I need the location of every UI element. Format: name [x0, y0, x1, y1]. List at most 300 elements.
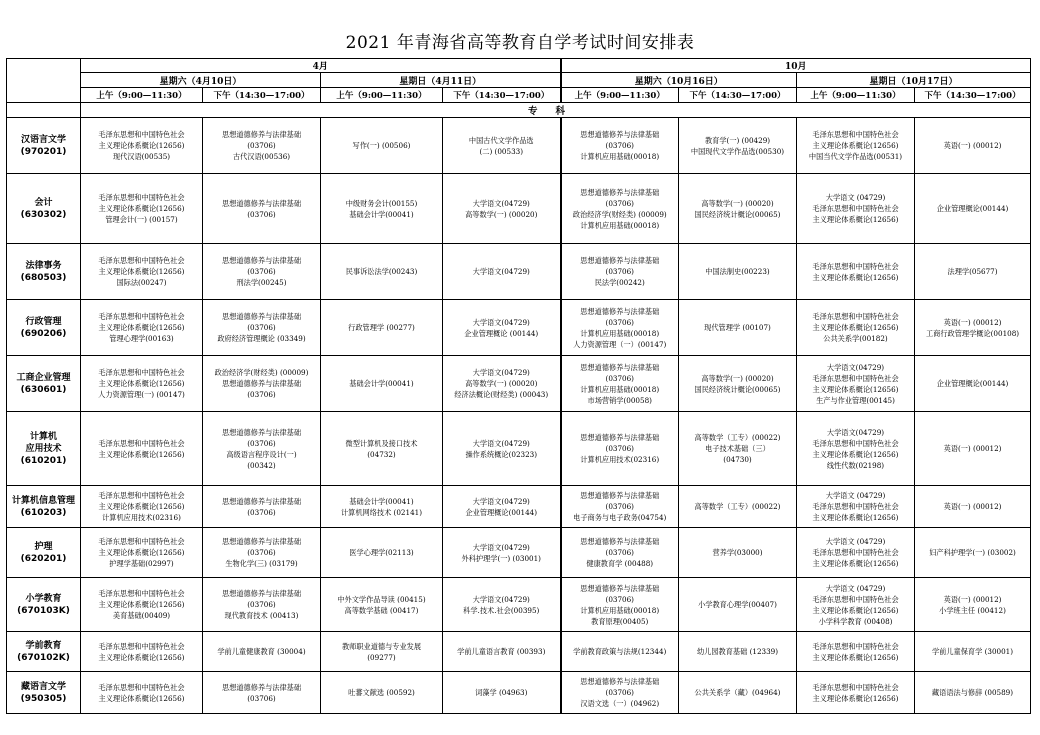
- exam-line: 高级语言程序设计(一): [226, 449, 297, 459]
- exam-line: 学前儿童健康教育 (30004): [217, 647, 306, 656]
- exam-line: 主义理论体系概论(12656): [98, 548, 185, 557]
- exam-cell: [797, 486, 915, 528]
- exam-line: 国际法(00247): [116, 278, 167, 287]
- exam-cell: [561, 528, 679, 578]
- exam-line: 主义理论体系概论(12656): [812, 652, 899, 662]
- exam-cell: [797, 174, 915, 244]
- session-header: 上午（9:00—11:30）: [321, 88, 443, 103]
- exam-cell: [679, 356, 797, 412]
- exam-line: 政治经济学(财经类) (00009): [214, 368, 309, 377]
- month-row: [7, 59, 1031, 73]
- exam-cell: [443, 118, 561, 174]
- exam-line: 思想道德修养与法律基础: [221, 130, 302, 139]
- major-name: [7, 578, 81, 632]
- exam-line: 毛泽东思想和中国特色社会: [812, 204, 899, 213]
- exam-line: 主义理论体系概论(12656): [812, 605, 899, 615]
- exam-cell: [443, 578, 561, 632]
- exam-line: 中国现代文学作品选(00530): [690, 146, 785, 156]
- exam-line: 毛泽东思想和中国特色社会: [98, 256, 185, 265]
- exam-line: 护理学基础(02997): [109, 559, 174, 568]
- exam-schedule-table: [6, 58, 1031, 714]
- exam-cell: [203, 118, 321, 174]
- exam-line: 毛泽东思想和中国特色社会: [812, 594, 899, 604]
- exam-cell: [203, 632, 321, 672]
- exam-cell: [561, 118, 679, 174]
- exam-line: 市场营销学(00058): [587, 395, 652, 405]
- exam-line: 企业管理概论(00144): [465, 507, 538, 517]
- exam-line: 主义理论体系概论(12656): [812, 141, 899, 150]
- session-header: 下午（14:30—17:00）: [203, 88, 321, 103]
- exam-cell: [443, 412, 561, 486]
- exam-cell: [797, 300, 915, 356]
- exam-line: 思想道德修养与法律基础: [580, 583, 660, 593]
- exam-line: 主义理论体系概论(12656): [98, 267, 185, 276]
- major-name-line: (690206): [20, 328, 67, 339]
- exam-cell: [561, 486, 679, 528]
- major-name-line: 应用技术: [25, 443, 62, 454]
- exam-line: (03706): [605, 141, 634, 150]
- corner-cell: [7, 59, 81, 103]
- exam-line: 生物化学(三) (03179): [225, 559, 298, 568]
- major-name-line: (970201): [20, 146, 67, 157]
- exam-line: 思想道德修养与法律基础: [221, 589, 302, 598]
- exam-line: 刑法学(00245): [236, 278, 287, 287]
- exam-line: 毛泽东思想和中国特色社会: [98, 537, 185, 546]
- major-name-line: 护理: [34, 541, 53, 552]
- exam-line: 毛泽东思想和中国特色社会: [812, 438, 899, 448]
- major-name: [7, 356, 81, 412]
- exam-cell: [797, 356, 915, 412]
- exam-line: 英语(一) (00012): [943, 141, 1002, 150]
- exam-line: (03706): [605, 444, 634, 453]
- exam-cell: [561, 300, 679, 356]
- time-row: [7, 88, 1031, 103]
- exam-cell: [679, 528, 797, 578]
- exam-line: (03706): [605, 373, 634, 383]
- major-row: [7, 412, 1031, 486]
- major-name: [7, 672, 81, 714]
- major-name: [7, 174, 81, 244]
- exam-line: 经济法概论(财经类) (00043): [454, 390, 549, 399]
- exam-line: 藏语语法与修辞 (00589): [931, 688, 1014, 697]
- major-row: [7, 578, 1031, 632]
- exam-line: 高等数学(一) (00020): [701, 198, 774, 208]
- exam-line: 主义理论体系概论(12656): [812, 272, 899, 282]
- exam-cell: [561, 578, 679, 632]
- exam-cell: [321, 356, 443, 412]
- exam-cell: [915, 244, 1031, 300]
- exam-line: 科学.技术.社会(00395): [463, 605, 540, 615]
- major-name-line: 学前教育: [25, 640, 62, 651]
- exam-cell: [321, 672, 443, 714]
- exam-line: 高等数学（工专）(00022): [694, 502, 781, 511]
- exam-line: (00342): [247, 460, 276, 470]
- exam-line: 毛泽东思想和中国特色社会: [98, 491, 185, 500]
- exam-cell: [81, 528, 203, 578]
- exam-line: 现代管理学 (00107): [704, 323, 771, 332]
- exam-line: 思想道德修养与法律基础: [221, 312, 302, 321]
- exam-line: 计算机应用基础(00018): [580, 605, 660, 615]
- exam-line: (03706): [247, 438, 276, 448]
- exam-line: 思想道德修养与法律基础: [580, 433, 660, 442]
- session-header: 下午（14:30—17:00）: [915, 88, 1031, 103]
- exam-cell: [679, 412, 797, 486]
- major-name-line: (670102K): [17, 652, 70, 663]
- exam-cell: [797, 528, 915, 578]
- exam-line: 大学语文(04729): [826, 362, 885, 372]
- session-header: 上午（9:00—11:30）: [797, 88, 915, 103]
- exam-cell: [915, 632, 1031, 672]
- exam-cell: [443, 244, 561, 300]
- exam-cell: [203, 174, 321, 244]
- major-name-line: 藏语言文学: [20, 681, 66, 692]
- exam-cell: [81, 356, 203, 412]
- exam-line: 毛泽东思想和中国特色社会: [98, 368, 185, 377]
- major-name-line: (950305): [20, 693, 67, 704]
- exam-line: 英语(一) (00012): [943, 317, 1002, 327]
- exam-line: 主义理论体系概论(12656): [98, 204, 185, 213]
- exam-line: 小学班主任 (00412): [939, 605, 1006, 615]
- exam-line: 工商行政管理学概论(00108): [925, 328, 1020, 338]
- major-row: [7, 486, 1031, 528]
- exam-line: 教师职业道德与专业发展: [341, 641, 422, 651]
- exam-cell: [561, 632, 679, 672]
- exam-line: 英语(一) (00012): [943, 594, 1002, 604]
- exam-line: 大学语文 (04729): [825, 193, 886, 202]
- exam-line: (04730): [723, 455, 752, 464]
- exam-line: 吐蕃文献选 (00592): [348, 688, 415, 697]
- exam-line: (03706): [605, 548, 634, 557]
- page-title: 2021 年青海省高等教育自学考试时间安排表: [345, 33, 695, 53]
- category-label: 专科: [81, 103, 1031, 118]
- exam-line: (03706): [605, 317, 634, 327]
- exam-cell: [915, 528, 1031, 578]
- exam-line: 国民经济统计概论(00065): [694, 384, 781, 394]
- exam-line: 电子商务与电子政务(04754): [573, 513, 667, 522]
- major-row: [7, 174, 1031, 244]
- exam-line: (03706): [247, 548, 276, 557]
- exam-line: 大学语文(04729): [472, 267, 530, 276]
- exam-line: 思想道德修养与法律基础: [221, 379, 302, 388]
- exam-line: 教育原理(00405): [591, 616, 649, 626]
- exam-cell: [321, 174, 443, 244]
- exam-cell: [203, 356, 321, 412]
- exam-cell: [321, 244, 443, 300]
- exam-cell: [915, 174, 1031, 244]
- exam-line: (09277): [367, 652, 396, 662]
- exam-line: 大学语文(04729): [472, 317, 530, 327]
- exam-cell: [81, 672, 203, 714]
- exam-line: 古代汉语(00536): [232, 152, 291, 161]
- major-name: [7, 300, 81, 356]
- exam-line: 线性代数(02198): [826, 460, 885, 470]
- exam-line: 教育学(一) (00429): [704, 135, 771, 145]
- exam-line: 毛泽东思想和中国特色社会: [812, 312, 899, 321]
- major-row: [7, 118, 1031, 174]
- major-name: [7, 412, 81, 486]
- exam-line: 思想道德修养与法律基础: [221, 496, 302, 506]
- major-name: [7, 244, 81, 300]
- exam-line: 高等数学基础 (00417): [344, 605, 419, 615]
- exam-cell: [203, 412, 321, 486]
- exam-line: 中国法制史(00223): [705, 267, 770, 276]
- exam-cell: [679, 672, 797, 714]
- exam-line: 写作(一) (00506): [352, 141, 411, 150]
- exam-line: (03706): [247, 507, 276, 517]
- major-row: [7, 300, 1031, 356]
- exam-line: 生产与作业管理(00145): [816, 395, 895, 405]
- exam-cell: [679, 578, 797, 632]
- exam-line: 公共关系学（藏）(04964): [694, 688, 781, 697]
- exam-line: 计算机应用基础(00018): [580, 384, 660, 394]
- exam-cell: [797, 672, 915, 714]
- exam-line: 主义理论体系概论(12656): [98, 379, 185, 388]
- session-header: 上午（9:00—11:30）: [81, 88, 203, 103]
- day-header: 星期六（10月16日）: [561, 73, 797, 88]
- exam-cell: [321, 528, 443, 578]
- major-name-line: 会计: [34, 197, 53, 208]
- exam-line: (03706): [605, 594, 634, 604]
- major-row: [7, 356, 1031, 412]
- exam-line: (03706): [605, 502, 634, 511]
- exam-line: 基础会计学(00041): [349, 379, 414, 388]
- exam-line: (03706): [605, 267, 634, 276]
- exam-line: 毛泽东思想和中国特色社会: [812, 641, 899, 651]
- exam-cell: [81, 412, 203, 486]
- exam-line: (03706): [605, 688, 634, 697]
- major-name-line: 计算机信息管理: [11, 495, 75, 506]
- major-name-line: 小学教育: [25, 593, 62, 604]
- exam-line: 毛泽东思想和中国特色社会: [98, 641, 185, 651]
- exam-cell: [679, 118, 797, 174]
- exam-cell: [561, 244, 679, 300]
- exam-cell: [915, 672, 1031, 714]
- exam-line: 医学心理学(02113): [349, 548, 414, 557]
- exam-line: 电子技术基础（三）: [705, 444, 770, 453]
- exam-cell: [915, 486, 1031, 528]
- exam-cell: [561, 356, 679, 412]
- exam-line: 主义理论体系概论(12656): [812, 693, 899, 703]
- exam-line: 大学语文 (04729): [825, 583, 886, 593]
- session-header: 上午（9:00—11:30）: [561, 88, 679, 103]
- exam-cell: [915, 578, 1031, 632]
- exam-line: (03706): [247, 323, 276, 332]
- exam-line: 英语(一) (00012): [943, 502, 1002, 511]
- exam-line: 毛泽东思想和中国特色社会: [812, 261, 899, 271]
- exam-cell: [81, 300, 203, 356]
- exam-cell: [679, 632, 797, 672]
- day-header: 星期日（4月11日）: [321, 73, 561, 88]
- exam-line: 大学语文(04729): [472, 198, 530, 208]
- major-row: [7, 672, 1031, 714]
- exam-cell: [797, 632, 915, 672]
- exam-cell: [797, 578, 915, 632]
- exam-cell: [203, 486, 321, 528]
- exam-line: 毛泽东思想和中国特色社会: [98, 312, 185, 321]
- exam-line: 主义理论体系概论(12656): [812, 559, 899, 568]
- exam-line: 思想道德修养与法律基础: [580, 130, 660, 139]
- exam-cell: [915, 356, 1031, 412]
- exam-line: 思想道德修养与法律基础: [580, 187, 660, 197]
- major-name-line: (610203): [20, 507, 67, 518]
- session-header: 下午（14:30—17:00）: [679, 88, 797, 103]
- exam-cell: [679, 174, 797, 244]
- exam-cell: [679, 300, 797, 356]
- exam-line: 大学语文(04729): [472, 542, 530, 552]
- exam-line: 毛泽东思想和中国特色社会: [812, 548, 899, 557]
- exam-line: 妇产科护理学(一) (03002): [929, 548, 1016, 557]
- major-name-line: (670103K): [17, 605, 70, 616]
- exam-line: 思想道德修养与法律基础: [221, 682, 302, 692]
- day-header: 星期六（4月10日）: [81, 73, 321, 88]
- major-name-line: (630601): [20, 384, 67, 395]
- exam-line: 公共关系学(00182): [823, 334, 888, 343]
- major-name-line: 汉语言文学: [20, 134, 66, 145]
- exam-line: 大学语文 (04729): [825, 537, 886, 546]
- exam-cell: [679, 486, 797, 528]
- exam-line: 思想道德修养与法律基础: [580, 256, 660, 265]
- exam-line: 高等数学(一) (00020): [465, 379, 538, 388]
- exam-line: 营养学(03000): [712, 548, 763, 557]
- exam-line: 幼儿园教育基础 (12339): [696, 647, 779, 656]
- exam-line: 主义理论体系概论(12656): [98, 141, 185, 150]
- exam-line: 思想道德修养与法律基础: [580, 677, 660, 686]
- exam-cell: [321, 578, 443, 632]
- major-name-line: (620201): [20, 553, 67, 564]
- exam-line: 计算机网络技术 (02141): [340, 507, 423, 517]
- session-header: 下午（14:30—17:00）: [443, 88, 561, 103]
- major-name: [7, 528, 81, 578]
- major-name-line: (610201): [20, 455, 67, 466]
- exam-line: 计算机应用基础(00018): [580, 220, 660, 230]
- exam-line: (03706): [247, 141, 276, 150]
- exam-line: 汉语文选（一）(04962): [580, 699, 660, 708]
- exam-cell: [321, 486, 443, 528]
- exam-line: 中级财务会计(00155): [345, 198, 418, 208]
- exam-line: 思想道德修养与法律基础: [580, 306, 660, 316]
- exam-line: 健康教育学 (00488): [586, 559, 654, 568]
- exam-line: 毛泽东思想和中国特色社会: [98, 589, 185, 598]
- exam-line: 思想道德修养与法律基础: [221, 427, 302, 437]
- exam-cell: [321, 412, 443, 486]
- exam-line: 主义理论体系概论(12656): [98, 449, 185, 459]
- exam-cell: [321, 300, 443, 356]
- exam-line: 基础会计学(00041): [349, 496, 414, 506]
- exam-line: 思想道德修养与法律基础: [580, 362, 660, 372]
- exam-line: 毛泽东思想和中国特色社会: [98, 193, 185, 202]
- exam-line: 毛泽东思想和中国特色社会: [812, 682, 899, 692]
- exam-line: 主义理论体系概论(12656): [98, 652, 185, 662]
- exam-cell: [797, 118, 915, 174]
- exam-line: 主义理论体系概论(12656): [98, 600, 185, 609]
- exam-line: 法理学(05677): [947, 267, 998, 276]
- major-name-line: 法律事务: [25, 260, 62, 271]
- exam-cell: [561, 412, 679, 486]
- exam-cell: [81, 578, 203, 632]
- exam-cell: [443, 528, 561, 578]
- exam-cell: [443, 300, 561, 356]
- exam-line: 主义理论体系概论(12656): [812, 513, 899, 522]
- exam-line: (03706): [247, 693, 276, 703]
- exam-line: 计算机应用基础(00018): [580, 328, 660, 338]
- exam-line: 企业管理概论 (00144): [464, 328, 539, 338]
- major-name-line: (680503): [20, 272, 67, 283]
- exam-line: 毛泽东思想和中国特色社会: [98, 130, 185, 139]
- exam-cell: [203, 672, 321, 714]
- exam-line: 毛泽东思想和中国特色社会: [812, 502, 899, 511]
- exam-line: 毛泽东思想和中国特色社会: [98, 438, 185, 448]
- exam-line: 高等数学(一) (00020): [465, 209, 538, 219]
- exam-line: 主义理论体系概论(12656): [98, 502, 185, 511]
- exam-line: 政治经济学(财经类) (00009): [572, 209, 667, 219]
- exam-line: (03706): [247, 209, 276, 219]
- exam-line: 大学语文(04729): [472, 594, 530, 604]
- exam-cell: [561, 174, 679, 244]
- exam-line: (03706): [247, 267, 276, 276]
- exam-line: 计算机应用技术(02316): [580, 455, 660, 464]
- exam-cell: [915, 300, 1031, 356]
- exam-line: 思想道德修养与法律基础: [580, 491, 660, 500]
- exam-line: 企业管理概论(00144): [936, 379, 1009, 388]
- major-name: [7, 118, 81, 174]
- exam-cell: [81, 632, 203, 672]
- major-name: [7, 486, 81, 528]
- exam-line: 学前儿童保育学 (30001): [931, 647, 1014, 656]
- exam-cell: [797, 244, 915, 300]
- exam-line: 大学语文(04729): [472, 368, 530, 377]
- major-name-line: 工商企业管理: [16, 372, 71, 383]
- exam-line: 人力资源管理(一) (00147): [98, 390, 185, 399]
- exam-line: 基础会计学(00041): [349, 209, 414, 219]
- exam-cell: [203, 244, 321, 300]
- exam-line: 毛泽东思想和中国特色社会: [98, 682, 185, 692]
- major-row: [7, 528, 1031, 578]
- exam-line: 政府经济管理概论 (03349): [217, 334, 306, 343]
- exam-line: 主义理论体系概论(12656): [812, 384, 899, 394]
- exam-line: 现代教育技术 (00413): [224, 611, 299, 620]
- exam-cell: [797, 412, 915, 486]
- major-row: [7, 632, 1031, 672]
- exam-cell: [81, 486, 203, 528]
- exam-line: 中国古代文学作品选: [468, 135, 534, 145]
- exam-line: 管理会计(一) (00157): [105, 215, 178, 224]
- major-name-line: 计算机: [29, 431, 57, 442]
- exam-line: 主义理论体系概论(12656): [98, 693, 185, 703]
- exam-cell: [81, 244, 203, 300]
- exam-line: 大学语文 (04729): [825, 491, 886, 500]
- exam-line: 词藻学 (04963): [475, 688, 528, 697]
- exam-line: 美育基础(00409): [112, 611, 171, 620]
- exam-line: 大学语文(04729): [472, 496, 530, 506]
- exam-line: 国民经济统计概论(00065): [694, 209, 781, 219]
- exam-line: 主义理论体系概论(12656): [812, 449, 899, 459]
- exam-line: 计算机应用技术(02316): [102, 513, 181, 522]
- exam-cell: [915, 412, 1031, 486]
- exam-line: 学前儿童语言教育 (00393): [457, 647, 546, 656]
- exam-line: 行政管理学 (00277): [348, 323, 415, 332]
- exam-cell: [81, 118, 203, 174]
- exam-line: 思想道德修养与法律基础: [221, 256, 302, 265]
- exam-cell: [443, 356, 561, 412]
- exam-line: 大学语文(04729): [472, 438, 530, 448]
- exam-cell: [443, 486, 561, 528]
- exam-line: 现代汉语(00535): [112, 152, 171, 161]
- exam-line: 民事诉讼法学(00243): [345, 267, 418, 276]
- exam-line: 小学教育心理学(00407): [698, 600, 777, 609]
- exam-line: 主义理论体系概论(12656): [812, 323, 899, 332]
- exam-cell: [203, 300, 321, 356]
- exam-line: 英语(一) (00012): [943, 444, 1002, 453]
